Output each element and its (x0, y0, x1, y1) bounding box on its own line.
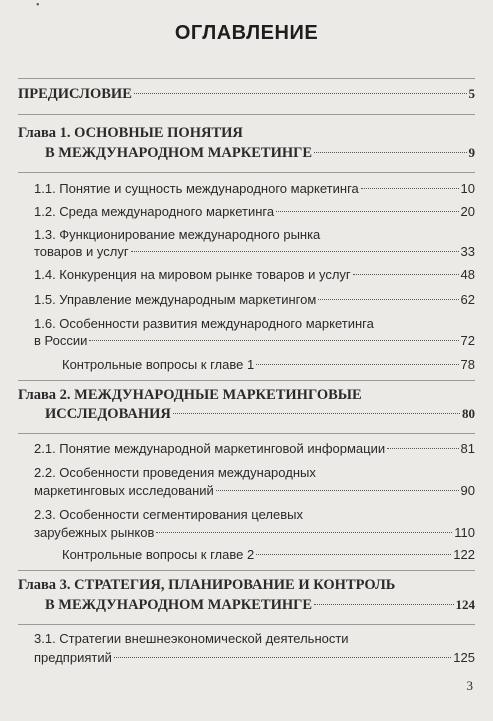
dot-leader (173, 413, 460, 414)
toc-entry-section-1-1[interactable] (34, 181, 475, 196)
entry-label: зарубежных рынков (34, 525, 155, 540)
dot-leader (156, 532, 452, 533)
dot-leader (353, 274, 459, 275)
entry-label: Контрольные вопросы к главе 2 (62, 547, 255, 562)
entry-page: 33 (460, 244, 475, 259)
entry-label: 1.2. Среда международного маркетинга (34, 204, 275, 219)
toc-entry-questions-2[interactable] (62, 547, 475, 562)
dot-leader (318, 299, 458, 300)
entry-label: товаров и услуг (34, 244, 129, 259)
divider (18, 172, 475, 173)
divider (18, 433, 475, 434)
entry-label: в России (34, 333, 88, 348)
toc-entry-section-2-1[interactable] (34, 441, 475, 456)
entry-page: 9 (468, 145, 475, 160)
divider (18, 570, 475, 571)
entry-page: 48 (460, 267, 475, 282)
toc-entry-preface[interactable] (18, 86, 475, 103)
entry-page: 81 (460, 441, 475, 456)
chapter-3-title-line1[interactable]: Глава 3. СТРАТЕГИЯ, ПЛАНИРОВАНИЕ И КОНТРОЛЬ (18, 577, 396, 593)
entry-page: 20 (460, 204, 475, 219)
toc-entry-section-1-3[interactable] (34, 244, 475, 259)
entry-label: ПРЕДИСЛОВИЕ (18, 86, 132, 102)
entry-page: 122 (453, 547, 475, 562)
entry-label: маркетинговых исследований (34, 483, 214, 498)
toc-entry-section-1-4[interactable] (34, 267, 475, 282)
dot-leader (314, 604, 453, 605)
entry-page: 125 (453, 650, 475, 665)
entry-label: ИССЛЕДОВАНИЯ (45, 406, 171, 422)
dot-leader (256, 364, 458, 365)
toc-entry-section-1-5[interactable] (34, 292, 475, 307)
entry-label: 1.5. Управление международным маркетингом (34, 292, 317, 307)
page-number: 3 (466, 678, 473, 693)
entry-page: 80 (462, 406, 475, 421)
toc-entry-section-2-3[interactable] (34, 525, 475, 540)
entry-page: 10 (460, 181, 475, 196)
toc-entry-chapter-1[interactable] (45, 145, 475, 162)
toc-entry-chapter-3[interactable] (45, 597, 475, 614)
entry-label: 1.1. Понятие и сущность международного маркетинга (34, 181, 359, 196)
toc-entry-section-1-2[interactable] (34, 204, 475, 219)
entry-label: 2.1. Понятие международной маркетинговой информации (34, 441, 386, 456)
dot-leader (216, 490, 459, 491)
divider (18, 114, 475, 115)
dot-leader (256, 554, 451, 555)
section-3-1-line1[interactable]: 3.1. Стратегии внешнеэкономической деятельности (34, 631, 349, 646)
entry-label: Контрольные вопросы к главе 1 (62, 357, 255, 372)
entry-page: 90 (460, 483, 475, 498)
toc-entry-section-2-2[interactable] (34, 483, 475, 498)
dot-leader (361, 188, 459, 189)
dot-leader (114, 657, 451, 658)
entry-label: В МЕЖДУНАРОДНОМ МАРКЕТИНГЕ (45, 597, 313, 613)
page-mark: • (36, 0, 40, 11)
toc-entry-chapter-2[interactable] (45, 406, 475, 423)
entry-label: В МЕЖДУНАРОДНОМ МАРКЕТИНГЕ (45, 145, 313, 161)
chapter-1-title-line1[interactable]: Глава 1. ОСНОВНЫЕ ПОНЯТИЯ (18, 125, 243, 141)
entry-label: 1.4. Конкуренция на мировом рынке товаров и услуг (34, 267, 351, 282)
entry-page: 124 (455, 597, 475, 612)
divider (18, 624, 475, 625)
section-2-2-line1[interactable]: 2.2. Особенности проведения международных (34, 465, 316, 480)
entry-page: 5 (468, 86, 475, 101)
section-1-6-line1[interactable]: 1.6. Особенности развития международного маркетинга (34, 316, 374, 331)
section-1-3-line1[interactable]: 1.3. Функционирование международного рынка (34, 227, 321, 242)
dot-leader (314, 152, 466, 153)
toc-entry-section-1-6[interactable] (34, 333, 475, 348)
dot-leader (134, 93, 467, 94)
entry-page: 72 (460, 333, 475, 348)
toc-entry-section-3-1[interactable] (34, 650, 475, 665)
dot-leader (276, 211, 458, 212)
chapter-2-title-line1[interactable]: Глава 2. МЕЖДУНАРОДНЫЕ МАРКЕТИНГОВЫЕ (18, 387, 362, 403)
divider (18, 380, 475, 381)
entry-label: предприятий (34, 650, 112, 665)
entry-page: 62 (460, 292, 475, 307)
dot-leader (89, 340, 458, 341)
divider (18, 78, 475, 79)
entry-page: 78 (460, 357, 475, 372)
page-title: ОГЛАВЛЕНИЕ (174, 22, 319, 44)
dot-leader (387, 448, 458, 449)
entry-page: 110 (454, 525, 475, 540)
toc-entry-questions-1[interactable] (62, 357, 475, 372)
section-2-3-line1[interactable]: 2.3. Особенности сегментирования целевых (34, 507, 303, 522)
dot-leader (131, 251, 459, 252)
